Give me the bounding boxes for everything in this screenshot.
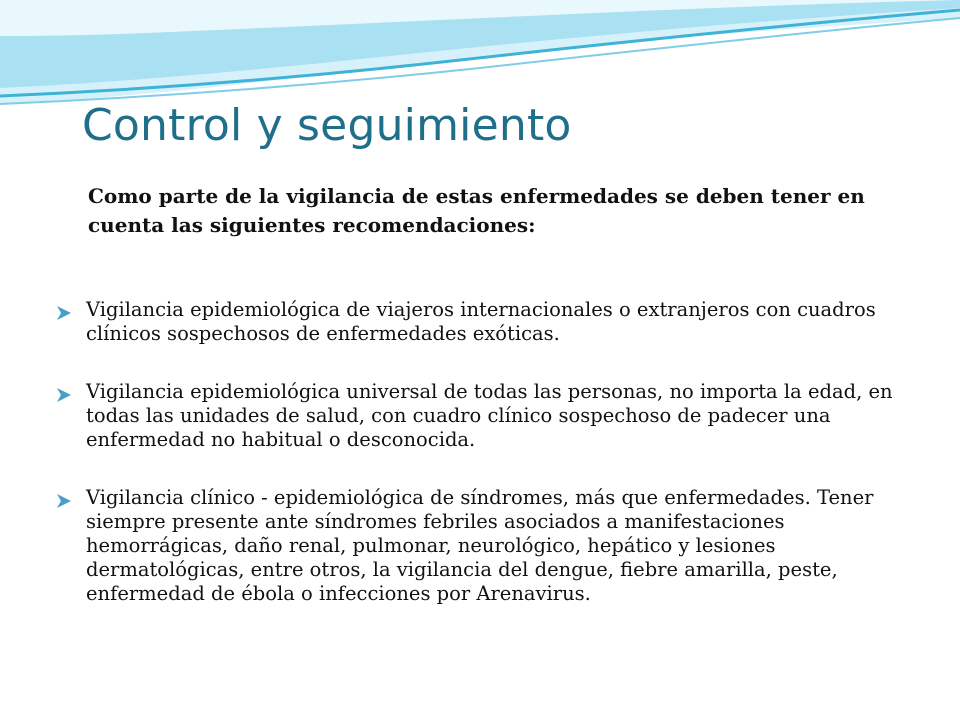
slide-title: Control y seguimiento	[82, 100, 572, 151]
bullet-list	[56, 298, 906, 640]
arrow-bullet-icon	[56, 486, 86, 515]
slide-subtitle: Como parte de la vigilancia de estas enfermedades se deben tener en cuenta las siguientes recomendaciones:	[88, 184, 865, 237]
bullet-item	[56, 298, 906, 346]
arrow-bullet-icon	[56, 380, 86, 409]
arrow-bullet-icon	[56, 298, 86, 327]
bullet-item	[56, 486, 906, 606]
bullet-text: Vigilancia clínico - epidemiológica de síndromes, más que enfermedades. Tener siempre presente ante síndromes febriles asociados a manifestaciones hemorrágicas, daño renal, pulmonar, neurológico, hepático y lesiones dermatológicas, entre otros, la vigilancia del dengue, fiebre amarilla, peste, enfermedad de ébola o infecciones por Arenavirus.	[86, 486, 874, 605]
bullet-text: Vigilancia epidemiológica universal de todas las personas, no importa la edad, en todas las unidades de salud, con cuadro clínico sospechoso de padecer una enfermedad no habitual o desconocida.	[86, 380, 893, 451]
bullet-item	[56, 380, 906, 452]
bullet-text: Vigilancia epidemiológica de viajeros internacionales o extranjeros con cuadros clínicos sospechosos de enfermedades exóticas.	[86, 298, 876, 345]
